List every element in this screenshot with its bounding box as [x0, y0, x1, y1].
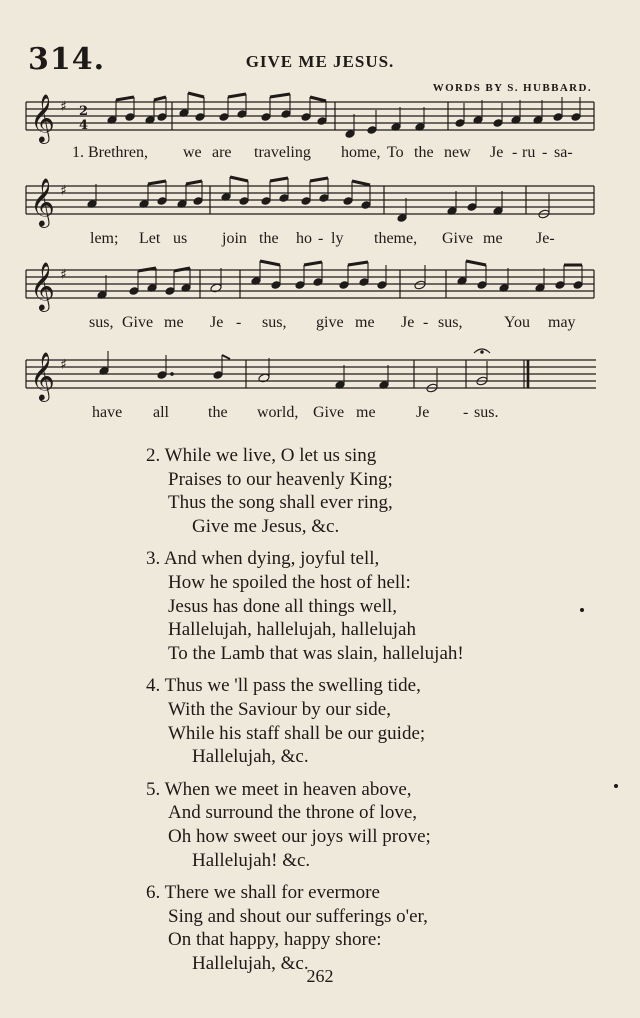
verse-line: Praises to our heavenly King;: [168, 468, 393, 490]
lyric-syllable: world,: [257, 404, 299, 421]
page-number: 262: [306, 966, 334, 986]
verse-line: With the Saviour by our side,: [168, 698, 391, 720]
verse-line: 4. Thus we 'll pass the swelling tide,: [146, 675, 421, 697]
lyric-syllable: -: [236, 314, 242, 331]
verse-line: Oh how sweet our joys will prove;: [168, 825, 431, 847]
lyric-syllable: me: [483, 230, 503, 247]
notes: [97, 261, 583, 299]
verse-line: Hallelujah! &c.: [192, 849, 311, 871]
treble-clef-icon: 𝄞: [30, 351, 55, 400]
verse-line: Hallelujah, &c.: [192, 746, 309, 768]
lyric-syllable: join: [222, 230, 247, 247]
attribution: WORDS BY S. HUBBARD.: [432, 82, 592, 94]
lyric-syllable: ru: [522, 144, 536, 161]
lyric-syllable: all: [153, 404, 169, 421]
lyric-syllable: home,: [341, 144, 381, 161]
notes: [99, 349, 490, 393]
sharp-icon: ♯: [60, 183, 67, 199]
verse-line: Thus the song shall ever ring,: [168, 492, 393, 514]
verse-3: [146, 547, 464, 665]
verse-line: To the Lamb that was slain, hallelujah!: [168, 642, 464, 664]
verse-line: 2. While we live, O let us sing: [146, 445, 377, 466]
lyric-syllable: Je-: [536, 230, 555, 247]
verse-line: Hallelujah, hallelujah, hallelujah: [168, 619, 416, 641]
ink-speck: [580, 608, 584, 612]
lyric-syllable: Give: [442, 230, 474, 247]
lyric-syllable: Give: [313, 404, 345, 421]
lyric-syllable: Je: [210, 314, 224, 331]
verse-line: While his staff shall be our guide;: [168, 722, 426, 744]
lyric-syllable: new: [444, 144, 471, 161]
music-system-2: [0, 174, 640, 254]
lyric-syllable: give: [316, 314, 344, 331]
verse-line: 5. When we meet in heaven above,: [146, 778, 412, 800]
lyric-syllable: -: [542, 144, 548, 161]
lyric-syllable: Let: [139, 230, 161, 247]
lyric-syllable: To: [387, 144, 404, 161]
lyric-syllable: -: [318, 230, 324, 247]
lyric-syllable: the: [259, 230, 279, 247]
verse-line: Hallelujah, &c.: [192, 952, 309, 974]
verse-line: 6. There we shall for evermore: [146, 882, 380, 904]
lyric-syllable: are: [212, 144, 232, 161]
lyric-syllable: have: [92, 404, 123, 421]
lyric-syllable: us: [173, 230, 188, 247]
verse-line: Give me Jesus, &c.: [192, 515, 340, 537]
lyric-syllable: sus,: [438, 314, 463, 331]
lyric-syllable: Je: [490, 144, 504, 161]
sharp-icon: ♯: [60, 267, 67, 283]
lyric-syllable: -: [423, 314, 429, 331]
lyric-syllable: Give: [122, 314, 154, 331]
lyric-syllable: we: [183, 144, 202, 161]
music-system-3: [0, 258, 640, 338]
treble-clef-icon: 𝄞: [30, 93, 55, 142]
sharp-icon: ♯: [60, 357, 67, 373]
verse-list: [146, 444, 464, 984]
treble-clef-icon: 𝄞: [30, 177, 55, 226]
lyric-syllable: sus,: [262, 314, 287, 331]
lyric-syllable: traveling: [254, 144, 311, 161]
verse-line: On that happy, happy shore:: [168, 929, 382, 951]
lyric-syllable: theme,: [374, 230, 418, 247]
lyric-syllable: may: [548, 314, 576, 331]
time-signature-top: 2: [79, 104, 89, 119]
lyric-syllable: You: [504, 314, 530, 331]
lyric-syllable: lem;: [90, 230, 119, 247]
lyric-syllable: sus.: [474, 404, 499, 421]
verse-5: [146, 778, 464, 872]
verse-line: Sing and shout our sufferings o'er,: [168, 905, 428, 927]
lyric-syllable: Je: [401, 314, 415, 331]
lyric-syllable: Je: [416, 404, 430, 421]
treble-clef-icon: 𝄞: [30, 261, 55, 310]
lyric-syllable: 1. Brethren,: [72, 144, 148, 161]
sharp-icon: ♯: [60, 99, 67, 115]
hymn-number: 314.: [28, 42, 106, 77]
ink-speck: [614, 784, 618, 788]
lyric-syllable: sus,: [89, 314, 114, 331]
lyric-syllable: -: [463, 404, 469, 421]
lyric-syllable: ly: [331, 230, 344, 247]
lyric-syllable: the: [208, 404, 228, 421]
hymn-title: GIVE ME JESUS.: [245, 52, 395, 71]
lyric-syllable: me: [356, 404, 376, 421]
lyric-syllable: ho: [296, 230, 312, 247]
lyric-syllable: the: [414, 144, 434, 161]
lyric-syllable: me: [164, 314, 184, 331]
lyric-syllable: me: [355, 314, 375, 331]
verse-4: [146, 674, 464, 768]
verse-line: 3. And when dying, joyful tell,: [146, 548, 380, 570]
verse-2: [146, 444, 464, 538]
verse-line: Jesus has done all things well,: [168, 595, 398, 617]
verse-6: [146, 881, 464, 975]
lyric-syllable: -: [512, 144, 518, 161]
verse-line: And surround the throne of love,: [168, 802, 418, 824]
verse-line: How he spoiled the host of hell:: [168, 571, 411, 593]
lyric-syllable: sa-: [554, 144, 573, 161]
music-system-1: [0, 90, 640, 170]
time-signature-bottom: 4: [79, 118, 89, 133]
music-system-4: [0, 348, 640, 428]
